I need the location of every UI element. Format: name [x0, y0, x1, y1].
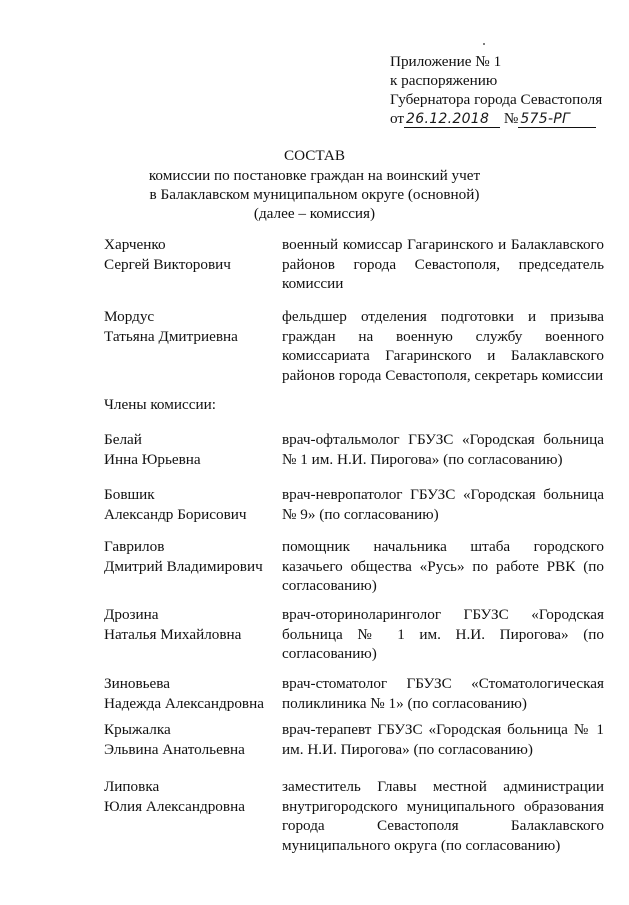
last-name: Гаврилов: [104, 538, 165, 555]
handwritten-number: 575-РГ: [518, 111, 596, 128]
last-name: Липовка: [104, 778, 160, 795]
person-position: врач-стоматолог ГБУЗС «Стоматологическая поликлиника № 1» (по согласованию): [282, 675, 604, 712]
person-position: врач-оториноларинголог ГБУЗС «Городская больница № 1 им. Н.И. Пирогова» (по согласованию): [282, 606, 604, 662]
person-name: [104, 485, 274, 524]
last-name: Мордус: [104, 308, 155, 325]
appendix-governor: Губернатора города Севастополя: [390, 91, 603, 108]
members-label: Члены комиссии:: [104, 396, 216, 413]
person-name: [104, 430, 274, 469]
last-name: Харченко: [104, 236, 166, 253]
title-main: СОСТАВ: [283, 147, 346, 164]
appendix-order-ref: к распоряжению: [390, 72, 498, 89]
person-name: [104, 720, 274, 759]
first-names: Наталья Михайловна: [104, 625, 242, 643]
person-name: [104, 235, 274, 274]
first-names: Эльвина Анатольевна: [104, 740, 245, 758]
last-name: Крыжалка: [104, 721, 171, 738]
appendix-date-line: [390, 109, 602, 128]
person-position: военный комиссар Гагаринского и Балаклавского районов города Севастополя, председатель комиссии: [282, 236, 604, 292]
person-name: [104, 537, 274, 576]
first-names: Александр Борисович: [104, 505, 247, 523]
person-position: заместитель Главы местной администрации внутригородского муниципального образования города Севастополя Балаклавского муниципального округа (по согласованию): [282, 778, 604, 854]
first-names: Юлия Александровна: [104, 797, 245, 815]
title-line-3: (далее – комиссия): [253, 205, 376, 222]
last-name: Дрозина: [104, 606, 159, 623]
document-title: [0, 146, 629, 223]
person-position: помощник начальника штаба городского казачьего общества «Русь» по работе РВК (по согласованию): [282, 538, 604, 594]
person-position: врач-офтальмолог ГБУЗС «Городская больница № 1 им. Н.И. Пирогова» (по согласованию): [282, 431, 604, 468]
last-name: Бовшик: [104, 486, 155, 503]
person-name: [104, 777, 274, 816]
first-names: Татьяна Дмитриевна: [104, 327, 238, 345]
last-name: Зиновьева: [104, 675, 171, 692]
title-line-2: в Балаклавском муниципальном округе (основной): [149, 186, 480, 203]
appendix-header: [390, 52, 602, 128]
first-names: Надежда Александровна: [104, 694, 264, 712]
person-name: [104, 605, 274, 644]
first-names: Дмитрий Владимирович: [104, 557, 263, 575]
title-line-1: комиссии по постановке граждан на воинский учет: [148, 167, 481, 184]
first-names: Инна Юрьевна: [104, 450, 201, 468]
person-position: фельдшер отделения подготовки и призыва граждан на военную службу военного комиссариата Гагаринского и Балаклавского районов города Севастополя, секретарь комиссии: [282, 308, 604, 384]
scan-speck: [483, 43, 485, 45]
person-name: [104, 307, 274, 346]
person-position: врач-невропатолог ГБУЗС «Городская больница № 9» (по согласованию): [282, 486, 604, 523]
last-name: Белай: [104, 431, 142, 448]
date-prefix: от: [390, 110, 405, 127]
number-prefix: №: [503, 110, 519, 127]
person-position: врач-терапевт ГБУЗС «Городская больница № 1 им. Н.И. Пирогова» (по согласованию): [282, 721, 604, 758]
person-name: [104, 674, 274, 713]
first-names: Сергей Викторович: [104, 255, 231, 273]
handwritten-date: 26.12.2018: [404, 111, 500, 128]
appendix-number: Приложение № 1: [390, 53, 502, 70]
